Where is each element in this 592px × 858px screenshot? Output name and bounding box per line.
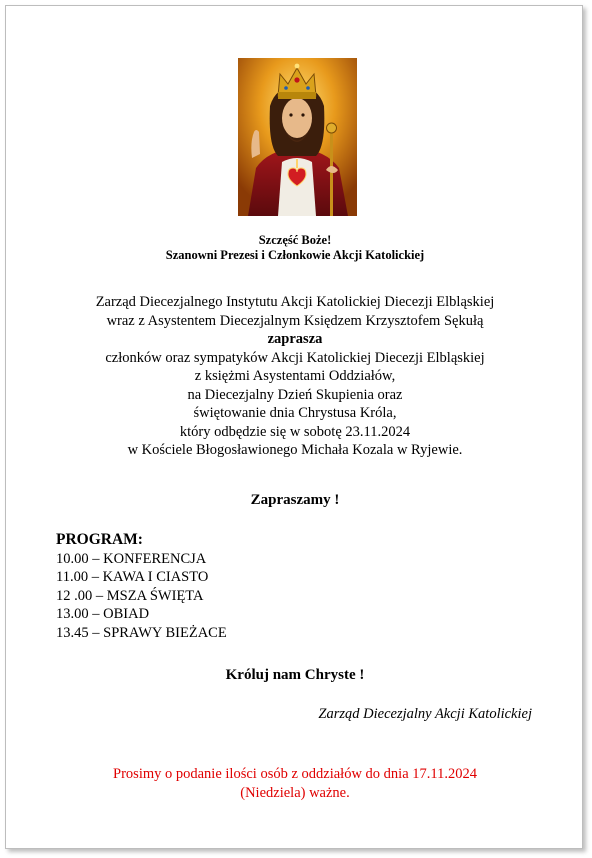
invitation-line: który odbędzie się w sobotę 23.11.2024	[179, 423, 411, 440]
invitation-verb: zaprasza	[267, 331, 323, 347]
christ-the-king-icon	[238, 58, 357, 216]
program-item: 11.00 – KAWA I CIASTO	[56, 569, 209, 585]
greeting-line: Szczęść Boże!	[258, 233, 332, 247]
acclamation: Króluj nam Chryste !	[225, 667, 365, 683]
rsvp-note	[6, 765, 584, 803]
program-item: 10.00 – KONFERENCJA	[56, 550, 207, 567]
invitation-line: członków oraz sympatyków Akcji Katolickiej Diecezji Elbląskiej	[105, 349, 485, 366]
program-item: 13.45 – SPRAWY BIEŻACE	[56, 624, 227, 641]
program-title: PROGRAM:	[56, 531, 143, 548]
greeting-block	[6, 233, 584, 263]
rsvp-note-line: (Niedziela) ważne.	[240, 785, 350, 801]
invitation-line: Zarząd Diecezjalnego Instytutu Akcji Katolickiej Diecezji Elbląskiej	[95, 294, 495, 310]
invitation-line: w Kościele Błogosławionego Michała Kozala w Ryjewie.	[127, 442, 463, 458]
program-item: 12 .00 – MSZA ŚWIĘTA	[56, 587, 204, 604]
invitation-line: świętowanie dnia Chrystusa Króla,	[193, 405, 397, 421]
program-item: 13.00 – OBIAD	[56, 606, 150, 622]
invitation-block	[6, 293, 584, 460]
letter-page	[5, 5, 583, 849]
invitation-line: na Diecezjalny Dzień Skupienia oraz	[187, 386, 403, 403]
closing-invite: Zapraszamy !	[250, 492, 340, 508]
program-block	[56, 531, 227, 642]
invitation-line: z księżmi Asystentami Oddziałów,	[194, 368, 396, 384]
rsvp-note-line: Prosimy o podanie ilości osób z oddziałów do dnia 17.11.2024	[113, 766, 477, 782]
signature: Zarząd Diecezjalny Akcji Katolickiej	[318, 706, 532, 722]
addressee-line: Szanowni Prezesi i Członkowie Akcji Katolickiej	[165, 248, 425, 262]
invitation-line: wraz z Asystentem Diecezjalnym Księdzem Krzysztofem Sękułą	[106, 312, 484, 329]
